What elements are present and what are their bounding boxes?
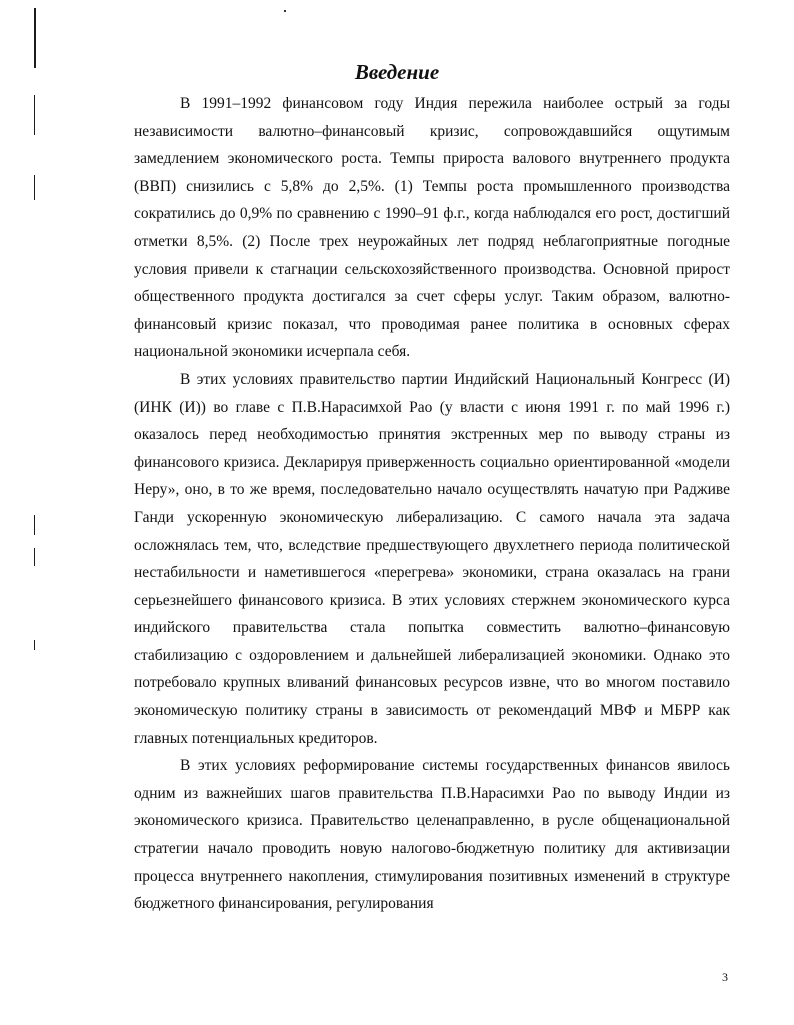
paragraph-2: В этих условиях правительство партии Индийский Национальный Конгресс (И) (ИНК (И)) во главе с П.В.Нарасимхой Рао (у власти с июня 1991 г. по май 1996 г.) оказалось перед необходимостью принятия экстренных мер по выводу страны из финансового кризиса. Декларируя приверженность социально ориентированной «модели Неру», оно, в то же время, последовательно начало осуществлять начатую при Радживе Ганди ускоренную экономическую либерализацию. С самого начала эта задача осложнялась тем, что, вследствие предшествующего двухлетнего периода политической нестабильности и наметившегося «перегрева» экономики, страна оказалась на грани серьезнейшего финансового кризиса. В этих условиях стержнем экономического курса индийского правительства стала попытка совместить валютно–финансовую стабилизацию с оздоровлением и дальнейшей либерализацией экономики. Однако это потребовало крупных вливаний финансовых ресурсов извне, что во многом поставило экономическую политику страны в зависимость от рекомендаций МВФ и МБРР как главных потенциальных кредиторов. bbox=[134, 370, 730, 747]
scan-margin-line bbox=[34, 548, 35, 566]
page-title: Введение bbox=[354, 60, 440, 84]
paragraph-3: В этих условиях реформирование системы государственных финансов явилось одним из важнейших шагов правительства П.В.Нарасимхи Рао по выводу Индии из экономического кризиса. Правительство целенаправленно, в русле общенациональной стратегии начало проводить новую налогово-бюджетную политику для активизации процесса внутреннего накопления, стимулирования позитивных изменений в структуре бюджетного финансирования, регулирования bbox=[134, 757, 730, 913]
paragraph-1: В 1991–1992 финансовом году Индия пережила наиболее острый за годы независимости валютно–финансовый кризис, сопровождавшийся ощутимым замедлением экономического роста. Темпы прироста валового внутреннего продукта (ВВП) снизились с 5,8% до 2,5%. (1) Темпы роста промышленного производства сократились до 0,9% по сравнению с 1990–91 ф.г., когда наблюдался его рост, достигший отметки 8,5%. (2) После трех неурожайных лет подряд неблагоприятные погодные условия привели к стагнации сельскохозяйственного производства. Основной прирост общественного продукта достигался за счет сферы услуг. Таким образом, валютно-финансовый кризис показал, что проводимая ранее политика в основных сферах национальной экономики исчерпала себя. bbox=[134, 95, 730, 361]
scan-margin-line bbox=[34, 175, 35, 200]
scan-margin-line bbox=[34, 640, 35, 650]
scan-margin-line bbox=[34, 515, 35, 535]
page-number: 3 bbox=[722, 970, 728, 984]
document-body bbox=[134, 90, 730, 918]
scan-margin-line bbox=[34, 95, 35, 135]
scan-speck bbox=[284, 10, 286, 12]
